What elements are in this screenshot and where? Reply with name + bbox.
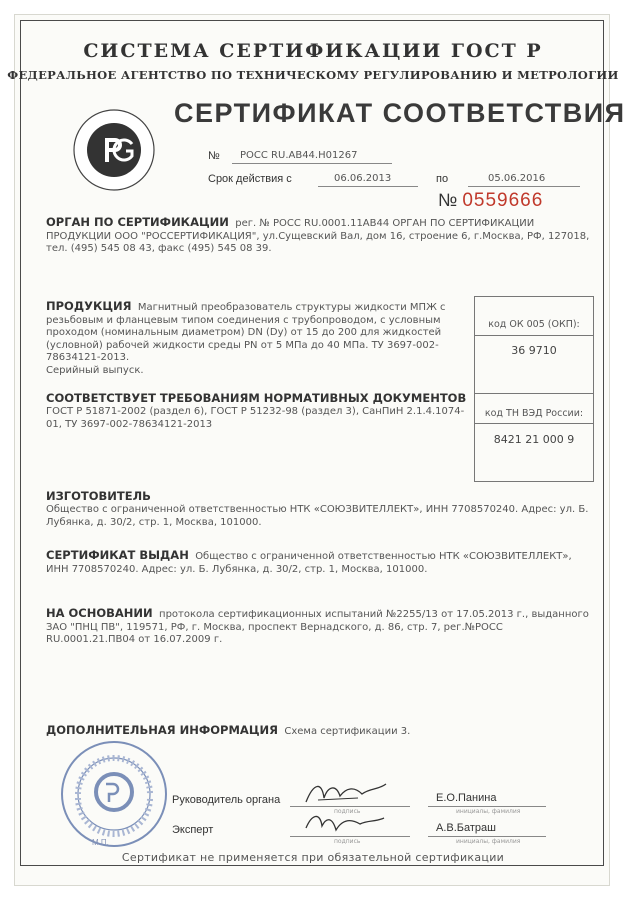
head-name-line (428, 806, 546, 807)
validity-from: 06.06.2013 (334, 173, 392, 184)
expert-name-caption: инициалы, фамилия (456, 838, 521, 845)
manufacturer-label: ИЗГОТОВИТЕЛЬ (46, 489, 151, 503)
issued-label: СЕРТИФИКАТ ВЫДАН (46, 548, 189, 562)
okp-code-label: код ОК 005 (ОКП): (488, 319, 580, 330)
head-name-caption: инициалы, фамилия (456, 808, 521, 815)
gost-r-logo-icon (72, 108, 156, 192)
basis-text: протокола сертификационных испытаний №2255/13 от 17.05.2013 г., выданного ЗАО "ПНЦ ПВ", 119571, РФ, г. Москва, проспект Вернадского, д. 86, стр. 7, рег.№РОСС RU.0001.21.ПВ04 от 16.07.2009 г. (46, 609, 589, 645)
head-sign-line (290, 806, 410, 807)
product-section (46, 300, 466, 377)
reg-number-sign: № (208, 150, 220, 162)
validity-label: Срок действия с (208, 173, 292, 185)
tnved-code-value: 8421 21 000 9 (493, 433, 575, 446)
tnved-code-label: код ТН ВЭД России: (484, 408, 584, 419)
basis-label: НА ОСНОВАНИИ (46, 606, 153, 620)
issued-section (46, 549, 592, 576)
expert-label: Эксперт (172, 824, 214, 836)
validity-from-underline (318, 186, 418, 187)
stamp-label: М.П. (92, 838, 109, 847)
expert-signature-icon (302, 808, 388, 838)
tnved-divider (475, 423, 593, 424)
reg-number-underline (232, 163, 392, 164)
codes-box (474, 296, 594, 482)
additional-label: ДОПОЛНИТЕЛЬНАЯ ИНФОРМАЦИЯ (46, 723, 278, 737)
head-signature-icon (300, 778, 390, 808)
complies-label: СООТВЕТСТВУЕТ ТРЕБОВАНИЯМ НОРМАТИВНЫХ ДОКУМЕНТОВ (46, 391, 467, 405)
basis-section (46, 607, 592, 647)
validity-to-underline (468, 186, 580, 187)
reg-number-value: РОСС RU.АВ44.Н01267 (240, 150, 358, 161)
agency-name: ФЕДЕРАЛЬНОЕ АГЕНТСТВО ПО ТЕХНИЧЕСКОМУ РЕГУЛИРОВАНИЮ И МЕТРОЛОГИИ (7, 68, 619, 82)
head-sign-caption: подпись (334, 808, 361, 815)
organ-section (46, 216, 592, 256)
expert-sign-line (290, 836, 410, 837)
product-text: Магнитный преобразователь структуры жидкости МПЖ с резьбовым и фланцевым типом соединения с трубопроводом, с условным проходом (номинальным диаметром) DN (Dy) от 15 до 200 для жидкостей (условной) рабочей жидкости среды PN от 5 МПа до 40 МПа. ТУ 3697-002-78634121-2013. (46, 302, 446, 363)
certificate-title: СЕРТИФИКАТ СООТВЕТСТВИЯ (174, 98, 626, 128)
validity-to: 05.06.2016 (488, 173, 546, 184)
issued-text: Общество с ограниченной ответственностью НТК «СОЮЗВИТЕЛЛЕКТ», ИНН 7708570240. Адрес: ул. Б. Лубянка, д. 30/2, стр. 1, Москва, 101000. (46, 551, 572, 575)
head-name: Е.О.Панина (436, 792, 497, 804)
head-label: Руководитель органа (172, 794, 281, 806)
codes-divider (475, 393, 593, 394)
certification-system-title: СИСТЕМА СЕРТИФИКАЦИИ ГОСТ Р (83, 40, 543, 62)
product-label: ПРОДУКЦИЯ (46, 299, 132, 313)
product-extra: Серийный выпуск. (46, 364, 144, 376)
okp-code-value: 36 9710 (511, 344, 557, 357)
expert-sign-caption: подпись (334, 838, 361, 845)
additional-text: Схема сертификации 3. (284, 726, 411, 737)
manufacturer-text: Общество с ограниченной ответственностью НТК «СОЮЗВИТЕЛЛЕКТ», ИНН 7708570240. Адрес: ул. Б. Лубянка, д. 30/2, стр. 1, Москва, 101000. (46, 504, 589, 528)
organ-text: рег. № РОСС RU.0001.11АВ44 ОРГАН ПО СЕРТИФИКАЦИИ ПРОДУКЦИИ ООО "РОССЕРТИФИКАЦИЯ", ул.Сущевский Вал, дом 16, строение 6, г.Москва, РФ, 127018, тел. (495) 545 08 43, факс (495) 545 08 39. (46, 218, 590, 254)
certification-stamp-icon (58, 738, 170, 850)
additional-section (46, 724, 592, 739)
complies-text: ГОСТ Р 51871-2002 (раздел 6), ГОСТ Р 51232-98 (раздел 3), СанПиН 2.1.4.1074-01, ТУ 3697-002-78634121-2013 (46, 406, 465, 430)
organ-label: ОРГАН ПО СЕРТИФИКАЦИИ (46, 215, 229, 229)
expert-name: А.В.Батраш (436, 822, 496, 834)
validity-to-label: по (436, 173, 449, 185)
expert-name-line (428, 836, 546, 837)
serial-prefix: № (438, 190, 458, 210)
serial-value: 0559666 (462, 190, 544, 211)
footer-note: Сертификат не применяется при обязательной сертификации (121, 851, 505, 864)
serial-number (438, 190, 543, 212)
okp-divider (475, 335, 593, 336)
